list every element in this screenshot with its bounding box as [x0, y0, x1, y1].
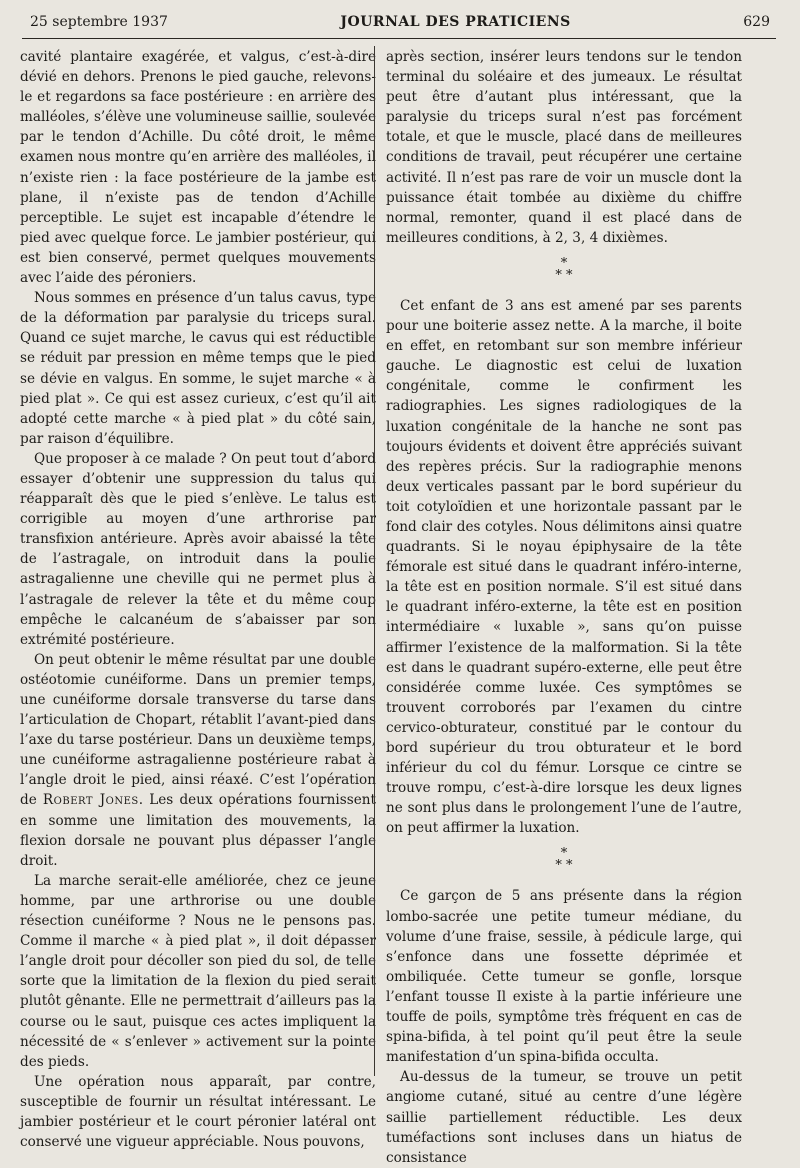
left-column: [20, 47, 376, 1151]
paragraph: Que proposer à ce malade ? On peut tout d’abord essayer d’obtenir une suppression du talus qui réapparaît dès que le pied s’enlève. Le talus est corrigible au moyen d’une arthrorise par transfixion antérieure. Après avoir abaissé la tête de l’astragale, on introduit dans la poulie astragalienne une cheville qui ne permet plus à l’astragale de relever la tête et du même coup empêche le calcanéum de s’abaisser par son extrémité postérieure.: [20, 450, 376, 648]
paragraph: Au-dessus de la tumeur, se trouve un petit angiome cutané, situé au centre d’une légère saillie partiellement réductible. Les deux tuméfactions sont incluses dans un hiatus de consistance: [386, 1069, 742, 1166]
paragraph: La marche serait-elle améliorée, chez ce jeune homme, par une arthrorise ou une double résection cunéiforme ? Nous ne le pensons pas. Comme il marche « à pied plat », il doit dépasser l’angle droit pour décoller son pied du sol, de telle sorte que la limitation de la flexion du pied serait plutôt gênante. Elle ne permettrait d’ailleurs pas la course ou le saut, puisque ces actes impliquent la nécessité de « s’enlever » activement sur la pointe des pieds.: [20, 872, 376, 1070]
issue-date: 25 septembre 1937: [30, 14, 168, 30]
paragraph: après section, insérer leurs tendons sur le tendon terminal du soléaire et des jumeaux. Le résultat peut être d’autant plus intéressant, que la paralysie du triceps sural n’est pas forcément totale, et que le muscle, placé dans de meilleures conditions de travail, peut récupérer une certaine activité. Il n’est pas rare de voir un muscle dont la puissance était tombée au dixième du chiffre normal, remonter, quand il est placé dans de meilleures conditions, à 2, 3, 4 dixièmes.: [386, 49, 742, 246]
asterism-top: *: [560, 846, 568, 862]
header-rule: [22, 38, 776, 39]
paragraph: Cet enfant de 3 ans est amené par ses parents pour une boiterie assez nette. A la marche, il boite en effet, en retombant sur son membre inférieur gauche. Le diagnostic est celui de luxation congénitale, comme le confirment les radiographies. Les signes radiologiques de la luxation congénitale de la hanche ne sont pas toujours évidents et doivent être appréciés suivant des repères précis. Sur la radiographie menons deux verticales passant par le bord supérieur du toit cotyloïdien et une horizontale passant par le fond clair des cotyles. Nous délimitons ainsi quatre quadrants. Si le noyau épiphysaire de la tête fémorale est situé dans le quadrant inféro-interne, la tête est en position normale. S’il est situé dans le quadrant inféro-externe, la tête est en position intermédiaire « luxable », sans qu’on puisse affirmer l’existence de la malformation. Si la tête est dans le quadrant supéro-externe, elle peut être considérée comme luxée. Ces symptômes se trouvent corroborés par l’examen du cintre cervico-obturateur, constitué par le contour du bord supérieur du trou obturateur et le bord inférieur du col du fémur. Lorsque ce cintre se trouve rompu, c’est-à-dire lorsque les deux lignes ne sont plus dans le prolongement l’une de l’autre, on peut affirmer la luxation.: [386, 297, 742, 837]
section-asterism: [386, 848, 742, 872]
paragraph: cavité plantaire exagérée, et valgus, c’est-à-dire dévié en dehors. Prenons le pied gauche, relevons-le et regardons sa face postérieure : en arrière des malléoles, s’élève une volumineuse saillie, soulevée par le tendon d’Achille. Du côté droit, le même examen nous montre qu’en arrière des malléoles, il n’existe rien : la face postérieure de la jambe est plane, il n’existe pas de tendon d’Achille perceptible. Le sujet est incapable d’étendre le pied avec quelque force. Le jambier postérieur, qui est bien conservé, permet quelques mouvements avec l’aide des péroniers.: [20, 49, 376, 287]
asterism-bottom: * *: [555, 267, 573, 283]
paragraph: Une opération nous apparaît, par contre, susceptible de fournir un résultat intéressant. Le jambier postérieur et le court péronier latéral ont conservé une vigueur appréciable. Nous pouvons,: [20, 1073, 376, 1151]
section-asterism: [386, 255, 742, 283]
asterism-bottom: * *: [555, 858, 573, 874]
paragraph-text: On peut obtenir le même résultat par une double ostéotomie cunéiforme. Dans un premier temps, une cunéiforme dorsale transverse du tarse dans l’articulation de Chopart, rétablit l’avant-pied dans l’axe du tarse postérieur. Dans un deuxième temps, une cunéiforme astragalienne postérieure rabat à l’angle droit le pied, ainsi réaxé. C’est l’opération de: [20, 651, 376, 809]
running-header: [30, 14, 770, 36]
author-name: Robert Jones: [42, 792, 139, 809]
journal-title: JOURNAL DES PRATICIENS: [340, 14, 571, 30]
column-divider: [374, 46, 375, 1076]
paragraph: [20, 650, 376, 871]
paragraph: Ce garçon de 5 ans présente dans la région lombo-sacrée une petite tumeur médiane, du volume d’une fraise, sessile, à pédicule large, qui s’enfonce dans une fossette déprimée et ombiliquée. Cette tumeur se gonfle, lorsque l’enfant tousse Il existe à la partie inférieure une touffe de poils, symptôme très fréquent en cas de spina-bifida, à tel point qu’il peut être la seule manifestation d’un spina-bifida occulta.: [386, 888, 742, 1066]
asterism-top: *: [560, 255, 568, 271]
right-column: [386, 47, 742, 1166]
paragraph: Nous sommes en présence d’un talus cavus, type de la déformation par paralysie du triceps sural. Quand ce sujet marche, le cavus qui est réductible se réduit par pression en même temps que le pied se dévie en valgus. En somme, le sujet marche « à pied plat ». Ce qui est assez curieux, c’est qu’il ait adopté cette marche « à pied plat » du côté sain, par raison d’équilibre.: [20, 290, 376, 447]
page-number: 629: [743, 14, 770, 30]
paragraph-text: . Les deux opérations fournissent en somme une limitation des mouvements, la flexion dorsale ne pouvant plus dépasser l’angle droit.: [20, 792, 376, 869]
